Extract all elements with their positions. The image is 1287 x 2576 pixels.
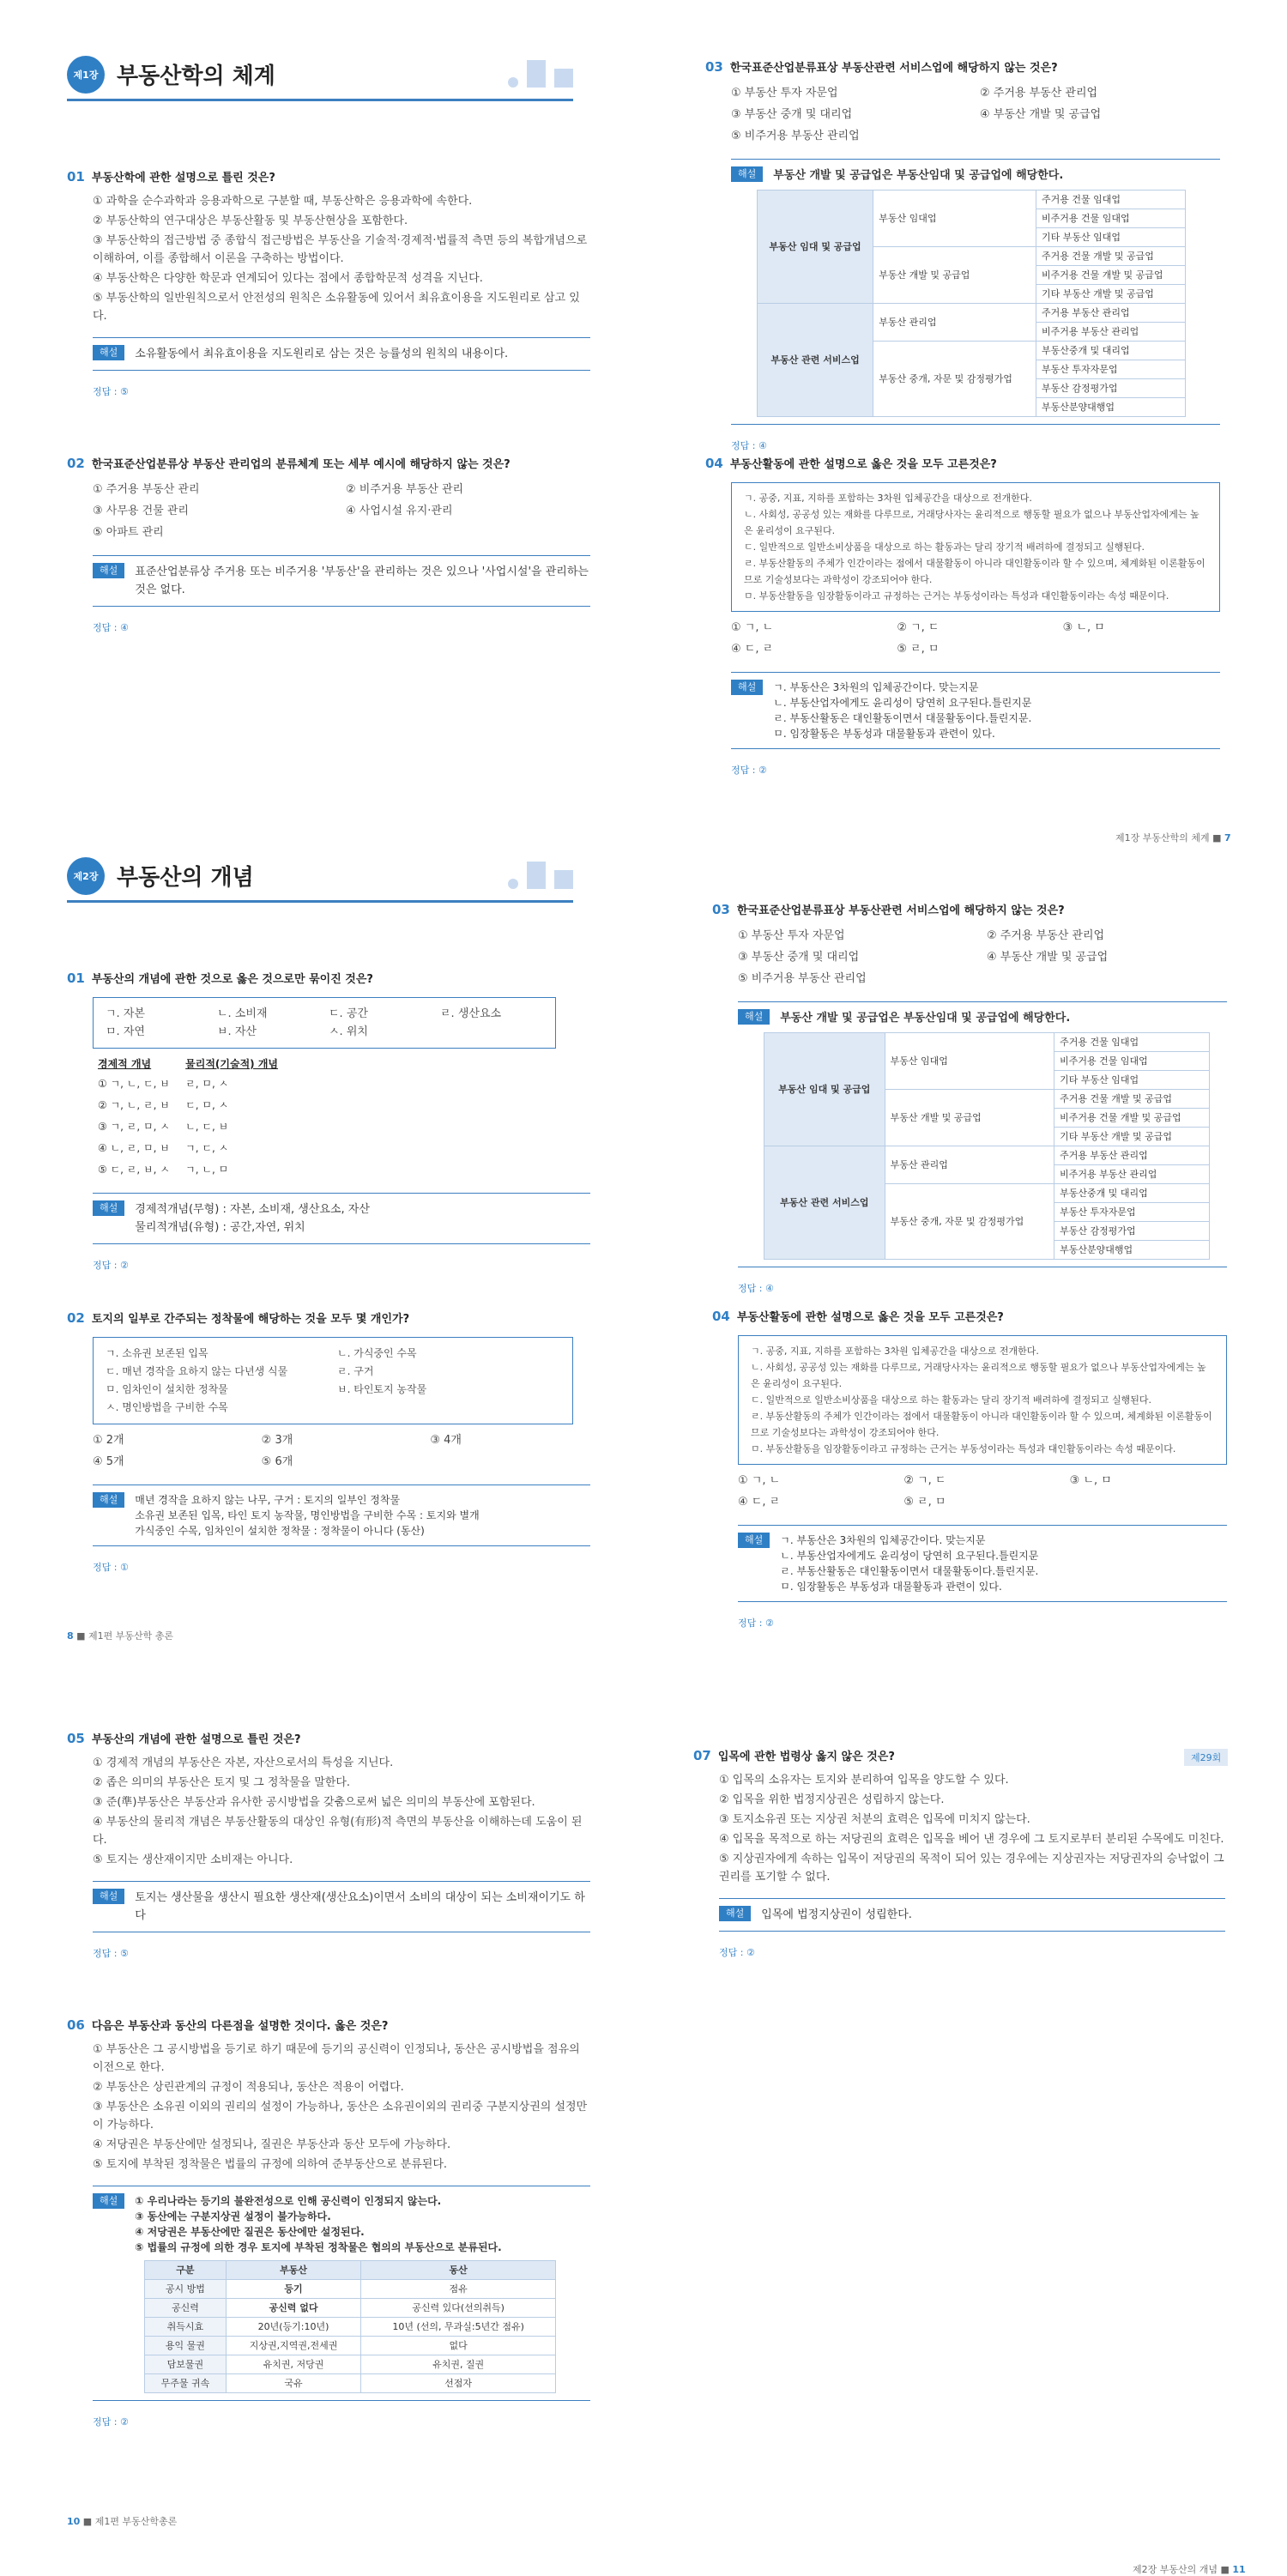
- explanation-line: 매년 경작을 요하지 않는 나무, 구거 : 토지의 일부인 정착물: [135, 1494, 401, 1506]
- explanation-tag: 해설: [731, 166, 763, 182]
- explanation-tag: 해설: [731, 680, 763, 695]
- answer: 정답 : ②: [93, 1260, 129, 1271]
- table-cell: 부동산 투자자문업: [1054, 1203, 1210, 1222]
- explanation: [731, 672, 1220, 749]
- table-cell: 비주거용 건물 개발 및 공급업: [1054, 1109, 1210, 1128]
- table-cell: 점유: [361, 2280, 556, 2299]
- option[interactable]: ④ 부동산 개발 및 공급업: [987, 951, 1109, 964]
- page-footer: 제1장 부동산학의 체계 ■ 7: [1115, 832, 1231, 844]
- option[interactable]: ② 좁은 의미의 부동산은 토지 및 그 정착물을 말한다.: [93, 1776, 351, 1789]
- statement: ㄴ. 사회성, 공공성 있는 재화를 다루므로, 거래당사자는 윤리적으로 행동할 필요가 없으나 부동산업자에게는 높은 윤리성이 요구된다.: [744, 509, 1199, 536]
- column-header: 경제적 개념: [98, 1058, 152, 1070]
- answer: 정답 : ②: [93, 2416, 129, 2428]
- table-cell: 비주거용 부동산 관리업: [1036, 323, 1186, 342]
- table-cell: 부동산 중개, 자문 및 감정평가업: [885, 1184, 1054, 1260]
- chapter-2-header: [67, 851, 573, 903]
- option[interactable]: ① 과학을 순수과학과 응용과학으로 구분할 때, 부동산학은 응용과학에 속한다.: [93, 195, 473, 208]
- explanation-tag: 해설: [738, 1533, 770, 1548]
- explanation-tag: 해설: [93, 345, 124, 360]
- answer: 정답 : ④: [93, 622, 129, 633]
- question-number: 02: [67, 456, 85, 471]
- table-cell: 등기: [226, 2280, 360, 2299]
- option[interactable]: ② ㄱ, ㄷ: [903, 1474, 946, 1487]
- answer: 정답 : ②: [731, 765, 767, 776]
- table-row: [145, 2355, 556, 2374]
- option[interactable]: ⑤ ㄹ, ㅁ: [897, 643, 940, 656]
- question-number: 04: [712, 1309, 730, 1324]
- statement: ㄷ. 매년 경작을 요하지 않는 다년생 식물: [106, 1365, 288, 1377]
- table-row[interactable]: [98, 1159, 312, 1181]
- question-number: 03: [712, 902, 730, 917]
- answer: 정답 : ⑤: [93, 1948, 129, 1959]
- table-cell: ⑤ ㄷ, ㄹ, ㅂ, ㅅ: [98, 1164, 170, 1176]
- table-cell: ㄷ, ㅁ, ㅅ: [185, 1099, 229, 1111]
- decoration-shapes: [508, 862, 573, 889]
- statement: ㄱ. 공중, 지표, 지하를 포함하는 3차원 입체공간을 대상으로 전개한다.: [751, 1345, 1039, 1357]
- question-number: 01: [67, 169, 85, 184]
- table-cell: 주거용 건물 임대업: [1054, 1033, 1210, 1052]
- table-cell: 비주거용 건물 임대업: [1054, 1052, 1210, 1071]
- table-cell: 무주물 귀속: [145, 2374, 227, 2393]
- page-label: 제1편 부동산학 총론: [88, 1630, 174, 1642]
- table-cell: ③ ㄱ, ㄹ, ㅁ, ㅅ: [98, 1121, 170, 1133]
- option[interactable]: ③ 토지소유권 또는 지상권 처분의 효력은 입목에 미치지 않는다.: [719, 1813, 1030, 1826]
- table-cell: 10년 (선의, 무과실:5년간 점유): [361, 2318, 556, 2337]
- options: [93, 192, 590, 325]
- table-cell: ② ㄱ, ㄴ, ㄹ, ㅂ: [98, 1099, 170, 1111]
- option[interactable]: ① 경제적 개념의 부동산은 자본, 자산으로서의 특성을 지닌다.: [93, 1757, 394, 1769]
- table-cell: ㄱ, ㄷ, ㅅ: [185, 1142, 229, 1154]
- option[interactable]: ④ ㄷ, ㄹ: [738, 1496, 781, 1509]
- option[interactable]: ⑤ 아파트 관리: [93, 526, 164, 539]
- concept-item: ㄱ. 자본: [106, 1007, 145, 1020]
- answer: 정답 : ②: [738, 1618, 774, 1629]
- table-cell: 기타 부동산 개발 및 공급업: [1036, 285, 1186, 304]
- table-row[interactable]: [98, 1095, 312, 1116]
- options: [93, 2041, 590, 2174]
- table-cell: 담보물권: [145, 2355, 227, 2374]
- table-cell: ① ㄱ, ㄴ, ㄷ, ㅂ: [98, 1078, 170, 1090]
- option[interactable]: ③ 부동산학의 접근방법 중 종합식 접근방법은 부동산을 기술적·경제적·법률적 측면 등의 복합개념으로 이해하여, 이를 종합해서 이론을 구축하는 방법이다.: [93, 234, 588, 265]
- table-group: 부동산 관련 서비스업: [764, 1146, 885, 1260]
- table-cell: 비주거용 건물 개발 및 공급업: [1036, 266, 1186, 285]
- page-footer: 8 ■ 제1편 부동산학 총론: [67, 1630, 174, 1642]
- explanation: [93, 1193, 590, 1244]
- explanation-tag: 해설: [93, 2193, 124, 2209]
- table-cell: 비주거용 건물 임대업: [1036, 209, 1186, 228]
- answer: 정답 : ①: [93, 1562, 129, 1573]
- table-cell: 부동산 관리업: [885, 1146, 1054, 1184]
- option[interactable]: ① 2개: [93, 1434, 124, 1447]
- table-cell: 부동산 임대업: [885, 1033, 1054, 1090]
- option[interactable]: ④ 5개: [93, 1455, 124, 1468]
- chapter-1-header: [67, 50, 573, 101]
- option[interactable]: ③ 부동산 중개 및 대리업: [738, 951, 860, 964]
- statement: ㅁ. 임차인이 설치한 정착물: [106, 1383, 228, 1395]
- table-cell: 주거용 건물 개발 및 공급업: [1036, 247, 1186, 266]
- explanation: [719, 1898, 1225, 1932]
- option[interactable]: ② 3개: [261, 1434, 293, 1447]
- explanation: [738, 1001, 1227, 1267]
- explanation-line: 경제적개념(무형) : 자본, 소비재, 생산요소, 자산: [135, 1203, 370, 1216]
- option[interactable]: ② 주거용 부동산 관리업: [980, 87, 1098, 100]
- answer: 정답 : ④: [738, 1283, 774, 1294]
- question-text: 입목에 관한 법령상 옳지 않은 것은?: [717, 1751, 895, 1763]
- question-number: 01: [67, 971, 85, 986]
- option[interactable]: ① 주거용 부동산 관리: [93, 483, 200, 496]
- explanation-line: ④ 저당권은 부동산에만 질권은 동산에만 설정된다.: [135, 2226, 365, 2238]
- option[interactable]: ① ㄱ, ㄴ: [738, 1474, 781, 1487]
- table-cell: 유치권, 질권: [361, 2355, 556, 2374]
- options: [738, 1470, 1227, 1513]
- explanation-line: 소유권 보존된 입목, 타인 토지 농작물, 명인방법을 구비한 수목 : 토지와 별개: [135, 1509, 480, 1521]
- option[interactable]: ⑤ 토지는 생산재이지만 소비재는 아니다.: [93, 1853, 293, 1866]
- option[interactable]: ④ 저당권은 부동산에만 설정되나, 질권은 부동산과 동산 모두에 가능하다.: [93, 2138, 451, 2151]
- option[interactable]: ① 입목의 소유자는 토지와 분리하여 입목을 양도할 수 있다.: [719, 1774, 1009, 1787]
- industry-table: [764, 1032, 1210, 1260]
- explanation-line: ㅁ. 임장활동은 부동성과 대물활동과 관련이 있다.: [773, 728, 995, 740]
- table-group: 부동산 임대 및 공급업: [758, 190, 873, 304]
- option[interactable]: ③ ㄴ, ㅁ: [1069, 1474, 1112, 1487]
- table-cell: ㄹ, ㅁ, ㅅ: [185, 1078, 229, 1090]
- explanation-text: 표준산업분류상 주거용 또는 비주거용 '부동산'을 관리하는 것은 있으나 '사업시설'을 관리하는 것은 없다.: [135, 565, 589, 596]
- option[interactable]: ④ 부동산 개발 및 공급업: [980, 108, 1102, 121]
- page-label: 제1장 부동산학의 체계: [1115, 832, 1210, 844]
- explanation: [93, 1485, 590, 1546]
- concept-item: ㅅ. 위치: [329, 1025, 368, 1038]
- question-number: 04: [705, 456, 723, 471]
- explanation: [93, 2186, 590, 2401]
- option[interactable]: ① 부동산 투자 자문업: [731, 87, 838, 100]
- table-cell: 주거용 부동산 관리업: [1036, 304, 1186, 323]
- table-row[interactable]: [98, 1116, 312, 1138]
- statement: ㅂ. 타인토지 농작물: [337, 1383, 427, 1395]
- question-text: 한국표준산업분류표상 부동산관련 서비스업에 해당하지 않는 것은?: [729, 62, 1058, 75]
- question-text: 토지의 일부로 간주되는 정착물에 해당하는 것을 모두 몇 개인가?: [91, 1313, 410, 1326]
- decoration-shapes: [508, 60, 573, 88]
- column-header: 물리적(기술적) 개념: [185, 1058, 279, 1070]
- question-1: [67, 168, 590, 401]
- explanation-line: ⑤ 법률의 규정에 의한 경우 토지에 부착된 정착물은 협의의 부동산으로 분류된다.: [135, 2241, 502, 2253]
- option[interactable]: ⑤ 토지에 부착된 정착물은 법률의 규정에 의하여 준부동산으로 분류된다.: [93, 2158, 448, 2171]
- table-cell: 공신력 없다: [226, 2299, 360, 2318]
- option[interactable]: ② ㄱ, ㄷ: [897, 621, 940, 634]
- question-text: 다음은 부동산과 동산의 다른점을 설명한 것이다. 옳은 것은?: [91, 2020, 389, 2033]
- option[interactable]: ④ 입목을 목적으로 하는 저당권의 효력은 입목을 베어 낸 경우에 그 토지로부터 분리된 수목에도 미친다.: [719, 1833, 1224, 1846]
- table-cell: 부동산분양대행업: [1036, 398, 1186, 417]
- statement: ㄱ. 공중, 지표, 지하를 포함하는 3차원 입체공간을 대상으로 전개한다.: [744, 493, 1032, 504]
- explanation: [731, 159, 1220, 425]
- question-c2-7: [693, 1747, 1225, 1962]
- chapter-chip: 제2장: [67, 857, 105, 895]
- statement: ㄹ. 구거: [337, 1365, 374, 1377]
- table-cell: 없다: [361, 2337, 556, 2355]
- table-cell: 공신력 있다(선의취득): [361, 2299, 556, 2318]
- statement-box: [731, 482, 1220, 612]
- option[interactable]: ⑤ 부동산학의 일반원칙으로서 안전성의 원칙은 소유활동에 있어서 최유효이용을 지도원리로 삼고 있다.: [93, 292, 580, 323]
- explanation-text: 부동산 개발 및 공급업은 부동산임대 및 공급업에 해당한다.: [773, 169, 1064, 182]
- table-cell: 부동산 중개, 자문 및 감정평가업: [873, 342, 1036, 417]
- page-number: 10: [67, 2516, 81, 2527]
- table-cell: 부동산 개발 및 공급업: [885, 1090, 1054, 1146]
- table-cell: 공시 방법: [145, 2280, 227, 2299]
- explanation-tag: 해설: [93, 563, 124, 578]
- table-cell: 국유: [226, 2374, 360, 2393]
- statement: ㅅ. 명인방법을 구비한 수목: [106, 1401, 228, 1413]
- question-3-repeat: [712, 901, 1227, 1297]
- table-row: [145, 2337, 556, 2355]
- option[interactable]: ① 부동산은 그 공시방법을 등기로 하기 때문에 등기의 공신력이 인정되나, 동산은 공시방법을 점유의 이전으로 한다.: [93, 2043, 580, 2074]
- answer: 정답 : ⑤: [93, 386, 129, 397]
- options: [93, 479, 590, 543]
- options: [731, 82, 1220, 147]
- statement: ㄴ. 가식중인 수목: [337, 1347, 417, 1359]
- options: [738, 925, 1227, 989]
- page-number: 8: [67, 1630, 74, 1642]
- explanation: [93, 1881, 590, 1932]
- option[interactable]: ⑤ 지상권자에게 속하는 입목이 저당권의 목적이 되어 있는 경우에는 지상권자는 저당권자의 승낙없이 그 권리를 포기할 수 없다.: [719, 1853, 1224, 1884]
- concept-item: ㅂ. 자산: [217, 1025, 257, 1038]
- statement: ㄱ. 소유권 보존된 입목: [106, 1347, 208, 1359]
- table-cell: 유치권, 저당권: [226, 2355, 360, 2374]
- column-header: 동산: [361, 2261, 556, 2280]
- column-header: 구분: [145, 2261, 227, 2280]
- concept-box: [93, 997, 556, 1049]
- question-text: 부동산활동에 관한 설명으로 옳은 것을 모두 고른것은?: [729, 458, 997, 471]
- explanation-line: ㄹ. 부동산활동은 대인활동이면서 대물활동이다.틀린지문.: [773, 712, 1032, 724]
- option[interactable]: ③ 4개: [430, 1434, 462, 1447]
- table-cell: 부동산중개 및 대리업: [1036, 342, 1186, 360]
- question-4-repeat: [712, 1308, 1227, 1632]
- table-cell: 부동산중개 및 대리업: [1054, 1184, 1210, 1203]
- concept-item: ㅁ. 자연: [106, 1025, 145, 1038]
- table-cell: ㄴ, ㄷ, ㅂ: [185, 1121, 229, 1133]
- concept-item: ㄴ. 소비재: [217, 1007, 268, 1020]
- question-2: [67, 455, 590, 637]
- statement: ㄴ. 사회성, 공공성 있는 재화를 다루므로, 거래당사자는 윤리적으로 행동할 필요가 없으나 부동산업자에게는 높은 윤리성이 요구된다.: [751, 1362, 1206, 1389]
- table-cell: 부동산 감정평가업: [1054, 1222, 1210, 1241]
- explanation-line: ㄴ. 부동산업자에게도 윤리성이 당연히 요구된다.틀린지문: [780, 1550, 1039, 1562]
- comparison-table: [144, 2260, 556, 2393]
- explanation-line: ㅁ. 임장활동은 부동성과 대물활동과 관련이 있다.: [780, 1581, 1002, 1593]
- explanation-tag: 해설: [93, 1200, 124, 1216]
- explanation-line: ① 우리나라는 등기의 불완전성으로 인해 공신력이 인정되지 않는다.: [135, 2195, 442, 2207]
- table-cell: 부동산 임대업: [873, 190, 1036, 247]
- question-c2-1: [67, 970, 590, 1274]
- options: [731, 617, 1220, 660]
- table-group: 부동산 관련 서비스업: [758, 304, 873, 417]
- question-text: 부동산의 개념에 관한 설명으로 틀린 것은?: [91, 1733, 301, 1746]
- explanation-text: 입목에 법정지상권이 성립한다.: [761, 1908, 912, 1921]
- statement: ㄹ. 부동산활동의 주체가 인간이라는 점에서 대물활동이 아니라 대인활동이라 할 수 있으며, 체계화된 이론활동이므로 기술성보다는 과학성이 강조되어야 한다.: [744, 558, 1205, 585]
- option[interactable]: ② 주거용 부동산 관리업: [987, 929, 1105, 942]
- table-cell: ㄱ, ㄴ, ㅁ: [185, 1164, 229, 1176]
- table-cell: 부동산 감정평가업: [1036, 379, 1186, 398]
- question-number: 02: [67, 1310, 85, 1326]
- concept-item: ㄷ. 공간: [329, 1007, 368, 1020]
- option[interactable]: ⑤ 6개: [261, 1455, 293, 1468]
- table-cell: 기타 부동산 임대업: [1036, 228, 1186, 247]
- statement: ㄹ. 부동산활동의 주체가 인간이라는 점에서 대물활동이 아니라 대인활동이라 할 수 있으며, 체계화된 이론활동이므로 기술성보다는 과학성이 강조되어야 한다.: [751, 1411, 1212, 1438]
- explanation: [738, 1525, 1227, 1602]
- option[interactable]: ② 입목을 위한 법정지상권은 성립하지 않는다.: [719, 1793, 945, 1806]
- explanation-line: ㄱ. 부동산은 3차원의 입체공간이다. 맞는지문: [780, 1534, 986, 1546]
- option[interactable]: ④ 사업시설 유지·관리: [346, 505, 453, 517]
- statement: ㄷ. 일반적으로 일반소비상품을 대상으로 하는 활동과는 달리 장기적 배려하에 결정되고 실행된다.: [751, 1394, 1151, 1406]
- table-cell: 부동산 투자자문업: [1036, 360, 1186, 379]
- options: [93, 1430, 590, 1472]
- option[interactable]: ⑤ 비주거용 부동산 관리업: [738, 972, 867, 985]
- explanation-line: ㄴ. 부동산업자에게도 윤리성이 당연히 요구된다.틀린지문: [773, 697, 1032, 709]
- table-cell: 용익 물권: [145, 2337, 227, 2355]
- explanation-tag: 해설: [738, 1009, 770, 1025]
- table-cell: ④ ㄴ, ㄹ, ㅁ, ㅂ: [98, 1142, 170, 1154]
- question-c2-2: [67, 1309, 590, 1576]
- explanation-line: ㄹ. 부동산활동은 대인활동이면서 대물활동이다.틀린지문.: [780, 1565, 1039, 1577]
- table-row[interactable]: [98, 1138, 312, 1159]
- explanation-tag: 해설: [719, 1906, 751, 1921]
- option[interactable]: ③ 준(準)부동산은 부동산과 유사한 공시방법을 갖춤으로써 넓은 의미의 부동산에 포함된다.: [93, 1796, 535, 1809]
- table-row: [145, 2318, 556, 2337]
- chapter-title: 부동산의 개념: [117, 865, 254, 891]
- table-row: [145, 2280, 556, 2299]
- option[interactable]: ① ㄱ, ㄴ: [731, 621, 774, 634]
- explanation-text: 부동산 개발 및 공급업은 부동산임대 및 공급업에 해당한다.: [780, 1012, 1071, 1025]
- page-label: 제2장 부동산의 개념: [1133, 2564, 1218, 2575]
- table-cell: 주거용 부동산 관리업: [1054, 1146, 1210, 1165]
- page-number: 11: [1232, 2564, 1246, 2575]
- page-footer: 제2장 부동산의 개념 ■ 11: [1133, 2564, 1246, 2575]
- table-cell: 주거용 건물 임대업: [1036, 190, 1186, 209]
- chapter-chip: 제1장: [67, 56, 105, 94]
- option[interactable]: ① 부동산 투자 자문업: [738, 929, 845, 942]
- statement: ㄷ. 일반적으로 일반소비상품을 대상으로 하는 활동과는 달리 장기적 배려하에 결정되고 실행된다.: [744, 541, 1145, 553]
- options: [719, 1771, 1225, 1886]
- option[interactable]: ③ 사무용 건물 관리: [93, 505, 189, 517]
- table-cell: 부동산분양대행업: [1054, 1241, 1210, 1260]
- page-number: 7: [1224, 832, 1231, 844]
- explanation-line: 가식중인 수목, 임차인이 설치한 정착물 : 정착물이 아니다 (동산): [135, 1525, 425, 1537]
- table-cell: 기타 부동산 임대업: [1054, 1071, 1210, 1090]
- option[interactable]: ③ 부동산은 소유권 이외의 권리의 설정이 가능하나, 동산은 소유권이외의 권리중 구분지상권의 설정만이 가능하다.: [93, 2101, 588, 2132]
- explanation: [93, 337, 590, 371]
- table-cell: 20년(등기:10년): [226, 2318, 360, 2337]
- option[interactable]: ⑤ ㄹ, ㅁ: [903, 1496, 946, 1509]
- explanation-text: 소유활동에서 최유효이용을 지도원리로 삼는 것은 능률성의 원칙의 내용이다.: [135, 348, 509, 360]
- question-number: 06: [67, 2017, 85, 2033]
- explanation-text: 토지는 생산물을 생산시 필요한 생산재(생산요소)이면서 소비의 대상이 되는 소비재이기도 하다: [135, 1891, 585, 1922]
- option[interactable]: ② 부동산학의 연구대상은 부동산활동 및 부동산현상을 포함한다.: [93, 215, 408, 227]
- explanation-tag: 해설: [93, 1492, 124, 1508]
- option[interactable]: ⑤ 비주거용 부동산 관리업: [731, 130, 860, 142]
- page-footer: 10 ■ 제1편 부동산학총론: [67, 2516, 178, 2527]
- question-c2-6: [67, 2017, 590, 2431]
- options: [93, 1754, 590, 1869]
- page-label: 제1편 부동산학총론: [94, 2516, 178, 2527]
- option[interactable]: ③ ㄴ, ㅁ: [1062, 621, 1105, 634]
- table-cell: 부동산 개발 및 공급업: [873, 247, 1036, 304]
- industry-table: [757, 190, 1186, 417]
- question-text: 부동산의 개념에 관한 것으로 옳은 것으로만 묶이진 것은?: [91, 973, 373, 986]
- answer: 정답 : ②: [719, 1947, 755, 1958]
- table-row: [145, 2299, 556, 2318]
- table-row[interactable]: [98, 1073, 312, 1095]
- option[interactable]: ② 부동산은 상린관계의 규정이 적용되나, 동산은 적용이 어렵다.: [93, 2081, 404, 2094]
- question-text: 부동산학에 관한 설명으로 틀린 것은?: [91, 172, 275, 184]
- column-header: 부동산: [226, 2261, 360, 2280]
- explanation-tag: 해설: [93, 1889, 124, 1904]
- question-number: 03: [705, 59, 723, 75]
- option[interactable]: ② 비주거용 부동산 관리: [346, 483, 464, 496]
- table-cell: 지상권,지역권,전세권: [226, 2337, 360, 2355]
- statement: ㅁ. 부동산활동을 임장활동이라고 규정하는 근거는 부동성이라는 특성과 대인활동이라는 속성 때문이다.: [744, 590, 1169, 602]
- option[interactable]: ④ ㄷ, ㄹ: [731, 643, 774, 656]
- statement: ㅁ. 부동산활동을 임장활동이라고 규정하는 근거는 부동성이라는 특성과 대인활동이라는 속성 때문이다.: [751, 1443, 1176, 1454]
- table-cell: 선점자: [361, 2374, 556, 2393]
- option[interactable]: ④ 부동산의 물리적 개념은 부동산활동의 대상인 유형(有形)적 측면의 부동산을 이해하는데 도움이 된다.: [93, 1816, 583, 1847]
- question-number: 05: [67, 1731, 85, 1746]
- statement-box: [93, 1337, 573, 1424]
- statement-box: [738, 1335, 1227, 1465]
- table-row: [145, 2374, 556, 2393]
- table-cell: 주거용 건물 개발 및 공급업: [1054, 1090, 1210, 1109]
- answer-table: [98, 1055, 312, 1181]
- question-text: 한국표준산업분류표상 부동산관련 서비스업에 해당하지 않는 것은?: [736, 904, 1065, 917]
- question-text: 부동산활동에 관한 설명으로 옳은 것을 모두 고른것은?: [736, 1311, 1004, 1324]
- option[interactable]: ③ 부동산 중개 및 대리업: [731, 108, 853, 121]
- explanation: [93, 555, 590, 607]
- table-cell: 비주거용 부동산 관리업: [1054, 1165, 1210, 1184]
- explanation-line: 물리적개념(유형) : 공간,자연, 위치: [135, 1221, 305, 1234]
- explanation-line: ③ 동산에는 구분지상권 설정이 불가능하다.: [135, 2210, 331, 2222]
- question-number: 07: [693, 1748, 711, 1763]
- question-3: [705, 58, 1220, 455]
- question-4: [705, 455, 1220, 779]
- question-text: 한국표준산업분류상 부동산 관리업의 분류체계 또는 세부 예시에 해당하지 않는 것은?: [91, 458, 511, 471]
- explanation-line: ㄱ. 부동산은 3차원의 입체공간이다. 맞는지문: [773, 681, 979, 693]
- question-c2-5: [67, 1730, 590, 1962]
- chapter-title: 부동산학의 체계: [117, 63, 275, 89]
- table-group: 부동산 임대 및 공급업: [764, 1033, 885, 1146]
- table-cell: 부동산 관리업: [873, 304, 1036, 342]
- table-cell: 공신력: [145, 2299, 227, 2318]
- concept-item: ㄹ. 생산요소: [440, 1007, 502, 1020]
- option[interactable]: ④ 부동산학은 다양한 학문과 연계되어 있다는 점에서 종합학문적 성격을 지닌다.: [93, 272, 483, 285]
- table-cell: 기타 부동산 개발 및 공급업: [1054, 1128, 1210, 1146]
- answer: 정답 : ④: [731, 440, 767, 451]
- table-cell: 취득시효: [145, 2318, 227, 2337]
- exam-round-badge: 제29회: [1184, 1749, 1228, 1766]
